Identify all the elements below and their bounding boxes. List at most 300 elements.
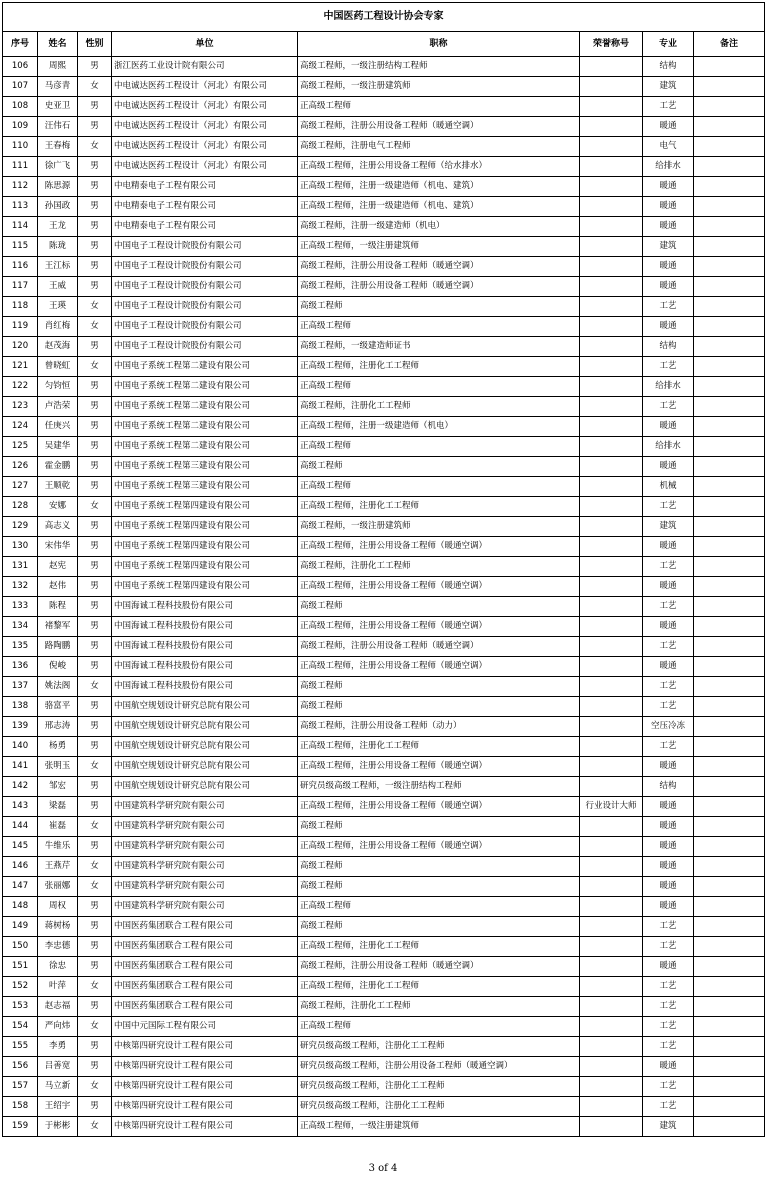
cell-organization: 中国建筑科学研究院有限公司	[112, 797, 298, 817]
cell-honor	[580, 117, 643, 137]
cell-title: 高级工程师	[298, 457, 580, 477]
cell-specialty: 机械	[643, 477, 694, 497]
cell-remarks	[694, 577, 765, 597]
cell-remarks	[694, 397, 765, 417]
cell-honor	[580, 617, 643, 637]
table-row	[3, 697, 765, 717]
cell-remarks	[694, 777, 765, 797]
cell-title: 正高级工程师，注册公用设备工程师（给水排水）	[298, 157, 580, 177]
cell-index: 142	[3, 777, 38, 797]
cell-honor	[580, 997, 643, 1017]
cell-specialty: 工艺	[643, 1017, 694, 1037]
cell-name: 吕善宽	[38, 1057, 78, 1077]
cell-gender: 男	[78, 217, 112, 237]
cell-specialty: 暖通	[643, 217, 694, 237]
cell-organization: 中核第四研究设计工程有限公司	[112, 1117, 298, 1137]
cell-remarks	[694, 57, 765, 77]
cell-specialty: 建筑	[643, 1117, 694, 1137]
cell-name: 路陶鹏	[38, 637, 78, 657]
cell-gender: 男	[78, 97, 112, 117]
cell-index: 114	[3, 217, 38, 237]
cell-title: 正高级工程师，注册化工工程师	[298, 357, 580, 377]
cell-organization: 中国海诚工程科技股份有限公司	[112, 677, 298, 697]
header-organization: 单位	[112, 32, 298, 57]
cell-organization: 中国电子工程设计院股份有限公司	[112, 277, 298, 297]
cell-honor	[580, 297, 643, 317]
table-row	[3, 597, 765, 617]
cell-gender: 女	[78, 1017, 112, 1037]
cell-remarks	[694, 137, 765, 157]
cell-gender: 男	[78, 697, 112, 717]
cell-organization: 中核第四研究设计工程有限公司	[112, 1097, 298, 1117]
table-row	[3, 1017, 765, 1037]
cell-title: 研究员级高级工程师，注册化工工程师	[298, 1037, 580, 1057]
cell-remarks	[694, 497, 765, 517]
cell-remarks	[694, 437, 765, 457]
cell-index: 147	[3, 877, 38, 897]
cell-honor	[580, 717, 643, 737]
cell-specialty: 暖通	[643, 797, 694, 817]
cell-name: 曾晓虹	[38, 357, 78, 377]
cell-index: 125	[3, 437, 38, 457]
cell-remarks	[694, 617, 765, 637]
cell-name: 高志义	[38, 517, 78, 537]
cell-name: 周权	[38, 897, 78, 917]
cell-organization: 中电精泰电子工程有限公司	[112, 217, 298, 237]
cell-title: 高级工程师，一级注册结构工程师	[298, 57, 580, 77]
cell-gender: 女	[78, 817, 112, 837]
cell-title: 正高级工程师，注册一级建造师（机电、建筑）	[298, 177, 580, 197]
table-row	[3, 717, 765, 737]
cell-organization: 中电诚达医药工程设计（河北）有限公司	[112, 97, 298, 117]
cell-gender: 男	[78, 777, 112, 797]
cell-specialty: 建筑	[643, 517, 694, 537]
cell-specialty: 暖通	[643, 957, 694, 977]
cell-index: 151	[3, 957, 38, 977]
cell-gender: 女	[78, 677, 112, 697]
cell-specialty: 暖通	[643, 657, 694, 677]
cell-honor	[580, 657, 643, 677]
header-title: 职称	[298, 32, 580, 57]
cell-title: 正高级工程师，注册公用设备工程师（暖通空调）	[298, 537, 580, 557]
cell-title: 研究员级高级工程师，一级注册结构工程师	[298, 777, 580, 797]
cell-specialty: 暖通	[643, 577, 694, 597]
table-row	[3, 457, 765, 477]
cell-title: 高级工程师	[298, 597, 580, 617]
cell-index: 157	[3, 1077, 38, 1097]
header-index: 序号	[3, 32, 38, 57]
cell-gender: 男	[78, 257, 112, 277]
table-row	[3, 957, 765, 977]
cell-name: 叶萍	[38, 977, 78, 997]
table-row	[3, 217, 765, 237]
cell-organization: 中国电子系统工程第二建设有限公司	[112, 357, 298, 377]
cell-remarks	[694, 237, 765, 257]
table-row	[3, 537, 765, 557]
cell-gender: 女	[78, 857, 112, 877]
cell-specialty: 暖通	[643, 757, 694, 777]
cell-name: 王威	[38, 277, 78, 297]
cell-title: 正高级工程师	[298, 97, 580, 117]
cell-gender: 男	[78, 277, 112, 297]
cell-index: 144	[3, 817, 38, 837]
cell-title: 正高级工程师	[298, 477, 580, 497]
cell-remarks	[694, 357, 765, 377]
cell-honor	[580, 977, 643, 997]
cell-gender: 女	[78, 1077, 112, 1097]
cell-organization: 中国电子系统工程第四建设有限公司	[112, 517, 298, 537]
cell-index: 159	[3, 1117, 38, 1137]
cell-organization: 中电诚达医药工程设计（河北）有限公司	[112, 117, 298, 137]
cell-remarks	[694, 317, 765, 337]
cell-honor	[580, 1117, 643, 1137]
cell-name: 孙国政	[38, 197, 78, 217]
cell-name: 倪峻	[38, 657, 78, 677]
header-gender: 性别	[78, 32, 112, 57]
cell-specialty: 工艺	[643, 637, 694, 657]
cell-organization: 中国航空规划设计研究总院有限公司	[112, 757, 298, 777]
cell-specialty: 工艺	[643, 557, 694, 577]
cell-specialty: 暖通	[643, 177, 694, 197]
title-row	[3, 3, 765, 32]
cell-honor	[580, 337, 643, 357]
cell-title: 高级工程师，一级注册建筑师	[298, 77, 580, 97]
cell-name: 卢浩荣	[38, 397, 78, 417]
cell-gender: 男	[78, 737, 112, 757]
cell-index: 121	[3, 357, 38, 377]
cell-specialty: 电气	[643, 137, 694, 157]
cell-title: 正高级工程师，注册化工工程师	[298, 497, 580, 517]
cell-index: 153	[3, 997, 38, 1017]
cell-title: 高级工程师，注册公用设备工程师（暖通空调）	[298, 957, 580, 977]
cell-name: 杨勇	[38, 737, 78, 757]
cell-gender: 男	[78, 1097, 112, 1117]
cell-specialty: 暖通	[643, 457, 694, 477]
cell-honor	[580, 277, 643, 297]
cell-honor	[580, 1037, 643, 1057]
table-row	[3, 477, 765, 497]
cell-index: 119	[3, 317, 38, 337]
cell-honor	[580, 497, 643, 517]
header-honor: 荣誉称号	[580, 32, 643, 57]
cell-organization: 中国电子工程设计院股份有限公司	[112, 257, 298, 277]
header-remarks: 备注	[694, 32, 765, 57]
cell-organization: 中国建筑科学研究院有限公司	[112, 857, 298, 877]
cell-name: 肖红梅	[38, 317, 78, 337]
cell-name: 徐广飞	[38, 157, 78, 177]
cell-honor	[580, 637, 643, 657]
cell-title: 高级工程师，注册化工工程师	[298, 397, 580, 417]
cell-index: 135	[3, 637, 38, 657]
table-row	[3, 917, 765, 937]
cell-organization: 中国电子系统工程第二建设有限公司	[112, 377, 298, 397]
cell-specialty: 工艺	[643, 1077, 694, 1097]
cell-title: 正高级工程师，注册化工工程师	[298, 937, 580, 957]
table-row	[3, 317, 765, 337]
cell-gender: 女	[78, 77, 112, 97]
cell-gender: 女	[78, 297, 112, 317]
cell-honor	[580, 437, 643, 457]
cell-index: 113	[3, 197, 38, 217]
cell-remarks	[694, 557, 765, 577]
cell-remarks	[694, 157, 765, 177]
cell-index: 152	[3, 977, 38, 997]
cell-name: 姚法阁	[38, 677, 78, 697]
cell-honor	[580, 877, 643, 897]
cell-honor	[580, 397, 643, 417]
cell-remarks	[694, 97, 765, 117]
cell-name: 周熙	[38, 57, 78, 77]
cell-index: 122	[3, 377, 38, 397]
cell-specialty: 暖通	[643, 537, 694, 557]
cell-gender: 女	[78, 757, 112, 777]
cell-title: 研究员级高级工程师，注册化工工程师	[298, 1077, 580, 1097]
cell-name: 王绍宇	[38, 1097, 78, 1117]
cell-specialty: 工艺	[643, 997, 694, 1017]
cell-specialty: 给排水	[643, 437, 694, 457]
cell-gender: 女	[78, 317, 112, 337]
cell-specialty: 给排水	[643, 377, 694, 397]
cell-index: 112	[3, 177, 38, 197]
cell-gender: 男	[78, 437, 112, 457]
cell-remarks	[694, 197, 765, 217]
cell-gender: 女	[78, 1117, 112, 1137]
cell-title: 正高级工程师，注册一级建造师（机电、建筑）	[298, 197, 580, 217]
cell-title: 高级工程师，注册公用设备工程师（暖通空调）	[298, 257, 580, 277]
table-row	[3, 1117, 765, 1137]
cell-organization: 中国海诚工程科技股份有限公司	[112, 597, 298, 617]
cell-remarks	[694, 817, 765, 837]
cell-gender: 男	[78, 617, 112, 637]
cell-specialty: 暖通	[643, 897, 694, 917]
table-row	[3, 817, 765, 837]
cell-honor	[580, 917, 643, 937]
cell-name: 骆富平	[38, 697, 78, 717]
cell-index: 154	[3, 1017, 38, 1037]
cell-organization: 中国电子系统工程第四建设有限公司	[112, 577, 298, 597]
cell-specialty: 工艺	[643, 357, 694, 377]
cell-honor	[580, 517, 643, 537]
table-row	[3, 637, 765, 657]
cell-organization: 中国航空规划设计研究总院有限公司	[112, 697, 298, 717]
cell-organization: 中国医药集团联合工程有限公司	[112, 997, 298, 1017]
cell-gender: 男	[78, 397, 112, 417]
table-row	[3, 897, 765, 917]
table-row	[3, 137, 765, 157]
cell-title: 高级工程师，一级建造师证书	[298, 337, 580, 357]
cell-name: 宋伟华	[38, 537, 78, 557]
cell-honor	[580, 217, 643, 237]
cell-gender: 女	[78, 137, 112, 157]
cell-title: 高级工程师，一级注册建筑师	[298, 517, 580, 537]
cell-specialty: 暖通	[643, 117, 694, 137]
table-row	[3, 157, 765, 177]
cell-title: 高级工程师	[298, 677, 580, 697]
cell-specialty: 工艺	[643, 737, 694, 757]
cell-honor	[580, 1057, 643, 1077]
cell-organization: 中国海诚工程科技股份有限公司	[112, 637, 298, 657]
cell-honor	[580, 597, 643, 617]
cell-organization: 中国医药集团联合工程有限公司	[112, 937, 298, 957]
cell-index: 124	[3, 417, 38, 437]
cell-specialty: 工艺	[643, 97, 694, 117]
cell-index: 130	[3, 537, 38, 557]
table-row	[3, 1057, 765, 1077]
cell-name: 邢志涛	[38, 717, 78, 737]
cell-name: 霍金鹏	[38, 457, 78, 477]
table-row	[3, 777, 765, 797]
cell-organization: 中国医药集团联合工程有限公司	[112, 957, 298, 977]
cell-index: 109	[3, 117, 38, 137]
cell-organization: 中国医药集团联合工程有限公司	[112, 977, 298, 997]
table-row	[3, 377, 765, 397]
cell-specialty: 工艺	[643, 1097, 694, 1117]
cell-remarks	[694, 77, 765, 97]
cell-specialty: 工艺	[643, 677, 694, 697]
cell-specialty: 工艺	[643, 977, 694, 997]
cell-gender: 男	[78, 997, 112, 1017]
table-title: 中国医药工程设计协会专家	[3, 3, 765, 32]
cell-index: 111	[3, 157, 38, 177]
table-row	[3, 997, 765, 1017]
table-row	[3, 617, 765, 637]
table-row	[3, 797, 765, 817]
cell-name: 赵茂海	[38, 337, 78, 357]
cell-index: 110	[3, 137, 38, 157]
cell-specialty: 给排水	[643, 157, 694, 177]
cell-index: 143	[3, 797, 38, 817]
cell-specialty: 建筑	[643, 77, 694, 97]
cell-gender: 男	[78, 237, 112, 257]
cell-name: 吴建华	[38, 437, 78, 457]
cell-honor	[580, 837, 643, 857]
cell-title: 高级工程师，注册一级建造师（机电）	[298, 217, 580, 237]
expert-table	[2, 2, 765, 1137]
cell-specialty: 暖通	[643, 417, 694, 437]
cell-remarks	[694, 877, 765, 897]
cell-remarks	[694, 897, 765, 917]
cell-title: 研究员级高级工程师，注册化工工程师	[298, 1097, 580, 1117]
cell-remarks	[694, 917, 765, 937]
cell-honor	[580, 237, 643, 257]
cell-title: 正高级工程师，一级注册建筑师	[298, 237, 580, 257]
cell-gender: 男	[78, 337, 112, 357]
cell-remarks	[694, 217, 765, 237]
cell-specialty: 工艺	[643, 497, 694, 517]
cell-organization: 中核第四研究设计工程有限公司	[112, 1037, 298, 1057]
cell-title: 正高级工程师，注册公用设备工程师（暖通空调）	[298, 797, 580, 817]
cell-name: 李勇	[38, 1037, 78, 1057]
cell-index: 138	[3, 697, 38, 717]
cell-title: 高级工程师，注册化工工程师	[298, 997, 580, 1017]
cell-gender: 男	[78, 897, 112, 917]
cell-gender: 男	[78, 917, 112, 937]
cell-index: 127	[3, 477, 38, 497]
cell-honor	[580, 417, 643, 437]
cell-index: 116	[3, 257, 38, 277]
cell-gender: 男	[78, 57, 112, 77]
cell-name: 匀钧恒	[38, 377, 78, 397]
table-row	[3, 877, 765, 897]
table-row	[3, 1077, 765, 1097]
cell-specialty: 工艺	[643, 597, 694, 617]
cell-honor	[580, 757, 643, 777]
cell-title: 正高级工程师，注册化工工程师	[298, 977, 580, 997]
cell-name: 褚黎军	[38, 617, 78, 637]
cell-gender: 女	[78, 357, 112, 377]
cell-honor	[580, 817, 643, 837]
cell-specialty: 暖通	[643, 817, 694, 837]
cell-organization: 中电精泰电子工程有限公司	[112, 177, 298, 197]
cell-index: 129	[3, 517, 38, 537]
cell-specialty: 暖通	[643, 837, 694, 857]
cell-title: 高级工程师	[298, 817, 580, 837]
cell-name: 王燕芹	[38, 857, 78, 877]
cell-name: 牛维乐	[38, 837, 78, 857]
table-row	[3, 237, 765, 257]
cell-organization: 中国海诚工程科技股份有限公司	[112, 617, 298, 637]
table-row	[3, 977, 765, 997]
cell-name: 严向炜	[38, 1017, 78, 1037]
table-row	[3, 337, 765, 357]
cell-name: 王龙	[38, 217, 78, 237]
cell-gender: 男	[78, 457, 112, 477]
cell-organization: 中国电子系统工程第二建设有限公司	[112, 417, 298, 437]
cell-gender: 男	[78, 1037, 112, 1057]
cell-title: 高级工程师	[298, 697, 580, 717]
cell-name: 赵宪	[38, 557, 78, 577]
cell-title: 高级工程师，注册公用设备工程师（动力）	[298, 717, 580, 737]
cell-index: 118	[3, 297, 38, 317]
cell-gender: 男	[78, 417, 112, 437]
cell-specialty: 暖通	[643, 857, 694, 877]
cell-gender: 男	[78, 957, 112, 977]
cell-honor	[580, 457, 643, 477]
cell-remarks	[694, 537, 765, 557]
cell-name: 王瑛	[38, 297, 78, 317]
cell-honor	[580, 177, 643, 197]
cell-honor	[580, 317, 643, 337]
cell-organization: 中国电子系统工程第四建设有限公司	[112, 557, 298, 577]
cell-remarks	[694, 517, 765, 537]
cell-name: 陈思源	[38, 177, 78, 197]
cell-index: 107	[3, 77, 38, 97]
cell-specialty: 暖通	[643, 257, 694, 277]
cell-title: 正高级工程师	[298, 897, 580, 917]
cell-organization: 中电诚达医药工程设计（河北）有限公司	[112, 77, 298, 97]
cell-title: 高级工程师	[298, 857, 580, 877]
cell-specialty: 暖通	[643, 617, 694, 637]
cell-index: 108	[3, 97, 38, 117]
cell-gender: 男	[78, 177, 112, 197]
cell-specialty: 建筑	[643, 237, 694, 257]
cell-name: 安娜	[38, 497, 78, 517]
cell-honor	[580, 557, 643, 577]
cell-remarks	[694, 797, 765, 817]
cell-remarks	[694, 257, 765, 277]
cell-honor	[580, 957, 643, 977]
cell-index: 148	[3, 897, 38, 917]
cell-name: 汪伟石	[38, 117, 78, 137]
cell-title: 正高级工程师	[298, 1017, 580, 1037]
cell-title: 正高级工程师	[298, 437, 580, 457]
cell-index: 137	[3, 677, 38, 697]
table-row	[3, 177, 765, 197]
cell-name: 于彬彬	[38, 1117, 78, 1137]
cell-honor	[580, 537, 643, 557]
cell-index: 140	[3, 737, 38, 757]
table-row	[3, 937, 765, 957]
